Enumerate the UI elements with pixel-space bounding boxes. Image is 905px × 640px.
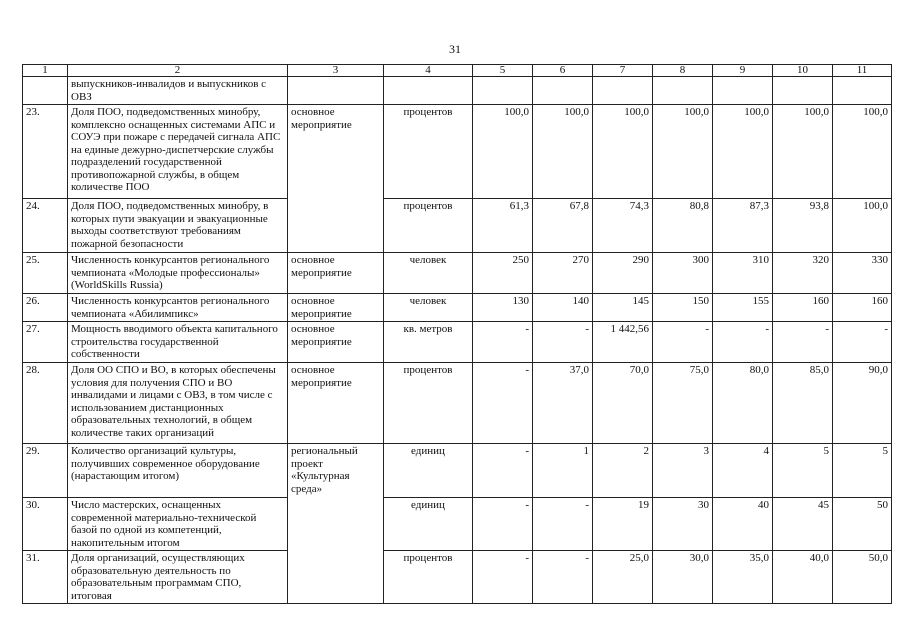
- value-cell: 5: [773, 444, 833, 498]
- unit: процентов: [384, 199, 473, 253]
- value-cell: 155: [713, 294, 773, 322]
- value-cell: 130: [473, 294, 533, 322]
- table-body: [23, 65, 892, 604]
- value-cell: 85,0: [773, 363, 833, 444]
- value-cell: 30: [653, 498, 713, 551]
- row-number: 24.: [23, 199, 68, 253]
- row-number: 31.: [23, 551, 68, 604]
- indicator-name: Доля ПОО, подведомственных минобру, комплексно оснащенных системами АПС и СОУЭ при пожаре с передачей сигнала АПС на единые дежурно-диспетчерские службы подразделений государственной противопожарной службы, в общем количестве ПОО: [68, 105, 288, 199]
- unit: процентов: [384, 105, 473, 199]
- value-cell: 93,8: [773, 199, 833, 253]
- row-number: 25.: [23, 253, 68, 294]
- value-cell: 45: [773, 498, 833, 551]
- value-cell: 100,0: [773, 105, 833, 199]
- table-row: [23, 444, 892, 498]
- value-cell: 40: [713, 498, 773, 551]
- value-cell: 30,0: [653, 551, 713, 604]
- value-cell: 140: [533, 294, 593, 322]
- indicator-name: Мощность вводимого объекта капитального строительства государственной собственности: [68, 322, 288, 363]
- value-cell: 40,0: [773, 551, 833, 604]
- value-cell: -: [473, 444, 533, 498]
- value-cell: 100,0: [533, 105, 593, 199]
- value-cell: 37,0: [533, 363, 593, 444]
- page-number: 31: [449, 42, 461, 56]
- table-row: [23, 498, 892, 551]
- unit: процентов: [384, 363, 473, 444]
- table-row: [23, 253, 892, 294]
- column-header: 11: [833, 65, 892, 77]
- value-cell: 320: [773, 253, 833, 294]
- indicator-name: Число мастерских, оснащенных современной материально-технической базой по одной из компетенций, накопительным итогом: [68, 498, 288, 551]
- value-cell: 19: [593, 498, 653, 551]
- indicator-name: Количество организаций культуры, получивших современное оборудование (нарастающим итогом): [68, 444, 288, 498]
- event-type: основное мероприятие: [288, 322, 384, 363]
- event-type: основное мероприятие: [288, 105, 384, 199]
- value-cell: -: [473, 363, 533, 444]
- unit: человек: [384, 253, 473, 294]
- indicator-name: выпускников-инвалидов и выпускников с ОВЗ: [68, 77, 288, 105]
- value-cell: 100,0: [473, 105, 533, 199]
- column-header: 7: [593, 65, 653, 77]
- value-cell: -: [473, 322, 533, 363]
- value-cell: -: [533, 322, 593, 363]
- value-cell: 1: [533, 444, 593, 498]
- indicator-name: Доля ОО СПО и ВО, в которых обеспечены условия для получения СПО и ВО инвалидами и лицами с ОВЗ, в том числе с использованием дистанционных образовательных технологий, в общем количестве таких организаций: [68, 363, 288, 444]
- value-cell: -: [473, 498, 533, 551]
- row-number: 27.: [23, 322, 68, 363]
- value-cell: 61,3: [473, 199, 533, 253]
- column-header: 3: [288, 65, 384, 77]
- value-cell: -: [833, 322, 892, 363]
- value-cell: -: [533, 551, 593, 604]
- value-cell: 270: [533, 253, 593, 294]
- header-row: [23, 65, 892, 77]
- unit: процентов: [384, 551, 473, 604]
- unit: кв. метров: [384, 322, 473, 363]
- table-row: [23, 105, 892, 199]
- indicator-name: Численность конкурсантов регионального чемпионата «Абилимпикс»: [68, 294, 288, 322]
- event-type: региональный проект «Культурная среда»: [288, 444, 384, 498]
- value-cell: 5: [833, 444, 892, 498]
- column-header: 9: [713, 65, 773, 77]
- column-header: 5: [473, 65, 533, 77]
- value-cell: 145: [593, 294, 653, 322]
- value-cell: 300: [653, 253, 713, 294]
- value-cell: 75,0: [653, 363, 713, 444]
- column-header: 2: [68, 65, 288, 77]
- table-row: [23, 294, 892, 322]
- indicators-table: [22, 64, 892, 604]
- value-cell: 100,0: [653, 105, 713, 199]
- value-cell: 67,8: [533, 199, 593, 253]
- value-cell: 290: [593, 253, 653, 294]
- value-cell: 35,0: [713, 551, 773, 604]
- value-cell: 4: [713, 444, 773, 498]
- indicator-name: Доля организаций, осуществляющих образовательную деятельность по образовательным программам СПО, итоговая: [68, 551, 288, 604]
- table-row: [23, 199, 892, 253]
- continued-row: [23, 77, 892, 105]
- row-number: 26.: [23, 294, 68, 322]
- unit: единиц: [384, 498, 473, 551]
- value-cell: -: [773, 322, 833, 363]
- column-header: 8: [653, 65, 713, 77]
- event-type: [288, 199, 384, 253]
- row-number: 29.: [23, 444, 68, 498]
- value-cell: 3: [653, 444, 713, 498]
- event-type: основное мероприятие: [288, 294, 384, 322]
- unit: человек: [384, 294, 473, 322]
- event-type: основное мероприятие: [288, 253, 384, 294]
- table-row: [23, 363, 892, 444]
- event-type: основное мероприятие: [288, 363, 384, 444]
- column-header: 6: [533, 65, 593, 77]
- value-cell: 160: [773, 294, 833, 322]
- value-cell: 100,0: [833, 199, 892, 253]
- value-cell: 74,3: [593, 199, 653, 253]
- table-row: [23, 322, 892, 363]
- value-cell: 50,0: [833, 551, 892, 604]
- table-row: [23, 551, 892, 604]
- event-type: [288, 498, 384, 551]
- value-cell: 100,0: [833, 105, 892, 199]
- value-cell: 2: [593, 444, 653, 498]
- value-cell: 330: [833, 253, 892, 294]
- value-cell: 80,8: [653, 199, 713, 253]
- value-cell: 1 442,56: [593, 322, 653, 363]
- column-header: 10: [773, 65, 833, 77]
- value-cell: 310: [713, 253, 773, 294]
- value-cell: 160: [833, 294, 892, 322]
- row-number: 23.: [23, 105, 68, 199]
- value-cell: 100,0: [713, 105, 773, 199]
- value-cell: 100,0: [593, 105, 653, 199]
- value-cell: 87,3: [713, 199, 773, 253]
- row-number: 30.: [23, 498, 68, 551]
- column-header: 1: [23, 65, 68, 77]
- value-cell: 90,0: [833, 363, 892, 444]
- value-cell: -: [653, 322, 713, 363]
- value-cell: 70,0: [593, 363, 653, 444]
- row-number: 28.: [23, 363, 68, 444]
- event-type: [288, 551, 384, 604]
- value-cell: 150: [653, 294, 713, 322]
- unit: единиц: [384, 444, 473, 498]
- value-cell: -: [473, 551, 533, 604]
- column-header: 4: [384, 65, 473, 77]
- value-cell: 250: [473, 253, 533, 294]
- indicator-name: Численность конкурсантов регионального чемпионата «Молодые профессионалы» (WorldSkills Russia): [68, 253, 288, 294]
- value-cell: 80,0: [713, 363, 773, 444]
- value-cell: 25,0: [593, 551, 653, 604]
- value-cell: 50: [833, 498, 892, 551]
- indicator-name: Доля ПОО, подведомственных минобру, в которых пути эвакуации и эвакуационные выходы соответствуют требованиям пожарной безопасности: [68, 199, 288, 253]
- value-cell: -: [713, 322, 773, 363]
- value-cell: -: [533, 498, 593, 551]
